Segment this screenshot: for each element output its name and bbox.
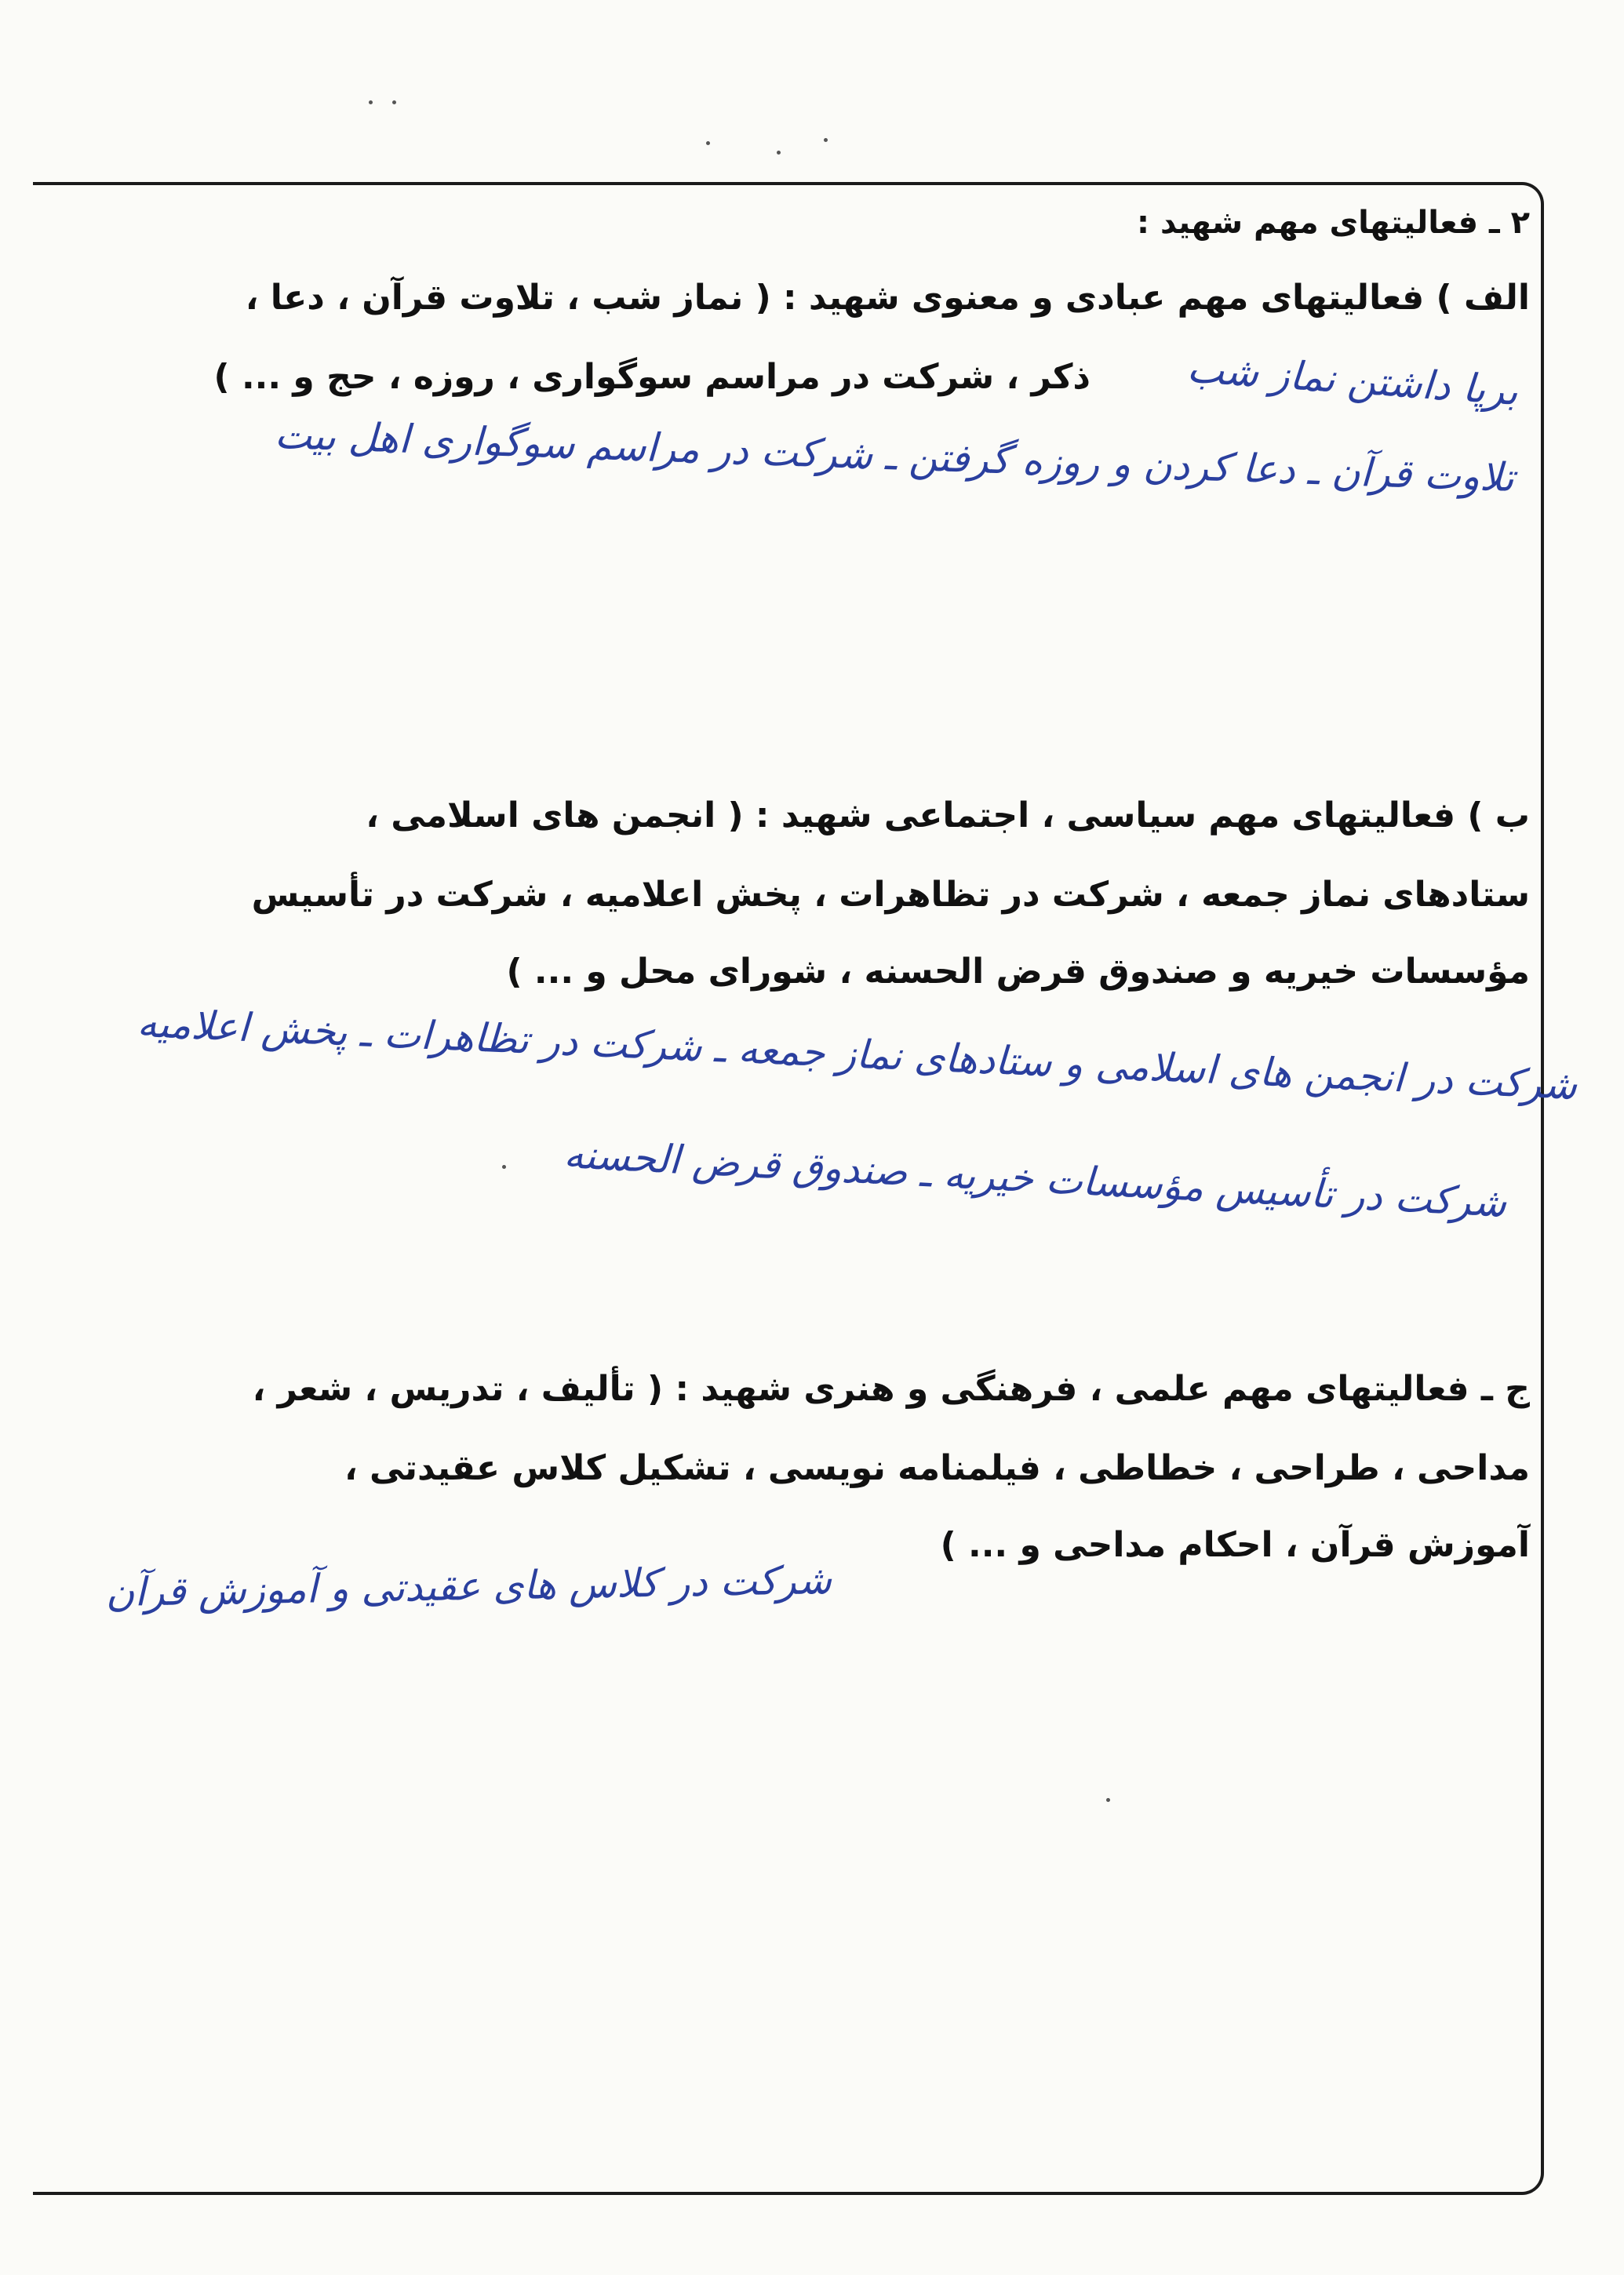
part-a-line-2: ذکر ، شرکت در مراسم سوگواری ، روزه ، حج و ... ) [213, 357, 1091, 397]
section-title: ۲ ـ فعالیتهای مهم شهید : [1137, 205, 1530, 241]
part-b-handwritten-2: شرکت در تأسیس مؤسسات خیریه ـ صندوق قرض الحسنه [563, 1131, 1508, 1226]
part-c-handwritten-1: شرکت در کلاس های عقیدتی و آموزش قرآن [105, 1557, 832, 1616]
part-b-line-3: مؤسسات خیریه و صندوق قرض الحسنه ، شورای محل و ... ) [506, 952, 1530, 992]
part-a-handwritten-2: تلاوت قرآن ـ دعا کردن و روزه گرفتن ـ شرکت در مراسم سوگواری اهل بیت [274, 411, 1516, 500]
part-c-line-1: ج ـ فعالیتهای مهم علمی ، فرهنگی و هنری شهید : ( تألیف ، تدریس ، شعر ، [252, 1369, 1530, 1409]
part-a-handwritten-1: برپا داشتن نماز شب [1185, 345, 1520, 414]
part-c-line-3: آموزش قرآن ، احکام مداحی و ... ) [940, 1525, 1530, 1565]
part-a-line-1: الف ) فعالیتهای مهم عبادی و معنوی شهید : ( نماز شب ، تلاوت قرآن ، دعا ، [245, 278, 1530, 318]
part-b-handwritten-1: شرکت در انجمن های اسلامی و ستادهای نماز جمعه ـ شرکت در تظاهرات ـ پخش اعلامیه [136, 999, 1578, 1108]
part-b-line-1: ب ) فعالیتهای مهم سیاسی ، اجتماعی شهید : ( انجمن های اسلامی ، [366, 795, 1530, 835]
part-c-line-2: مداحی ، طراحی ، خطاطی ، فیلمنامه نویسی ، تشکیل کلاس عقیدتی ، [344, 1448, 1530, 1488]
part-b-line-2: ستادهای نماز جمعه ، شرکت در تظاهرات ، پخش اعلامیه ، شرکت در تأسیس [251, 875, 1530, 915]
